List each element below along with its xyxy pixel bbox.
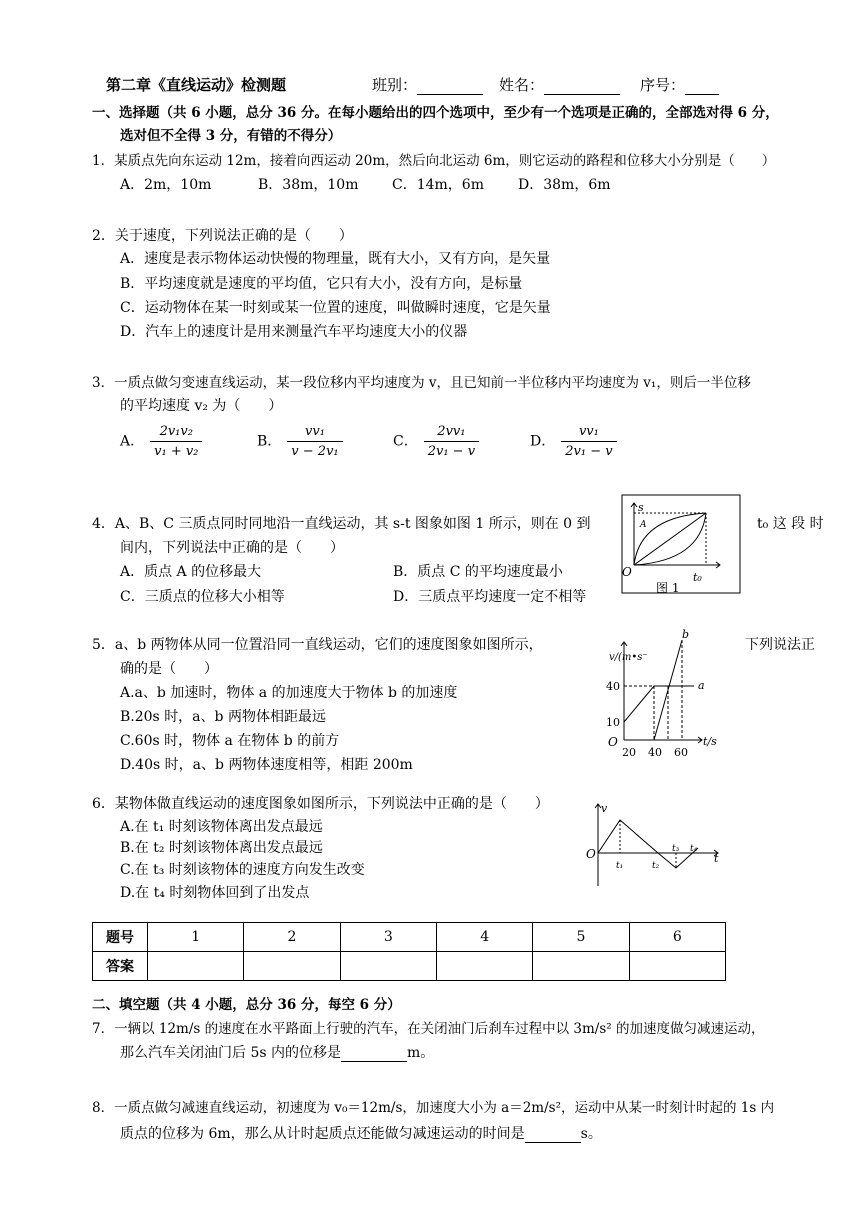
answer-cell-3[interactable] [340,952,436,981]
q5-y-tick-10: 10 [606,716,620,729]
q3-option-a-numerator: 2v₁v₂ [150,424,202,442]
answer-table-number-3: 3 [340,923,436,952]
answer-table-number-row [93,923,726,952]
q7-answer-blank[interactable] [341,1061,407,1062]
q6-tick-t4: t₄ [690,844,698,854]
name-field [499,74,620,95]
answer-table-number-2: 2 [244,923,340,952]
q3-option-b-numerator: vv₁ [287,424,342,442]
q3-option-b[interactable] [257,424,343,459]
q3-option-a-label: A． [120,433,145,450]
q4-option-b[interactable]: B．质点 C 的平均速度最小 [393,564,563,580]
q3-option-c-denominator: 2v₁ − v [427,444,476,459]
q5-line-b-label: b [682,628,690,641]
q7-text-line1: 7．一辆以 12m/s 的速度在水平路面上行驶的汽车，在关闭油门后刹车过程中以 3m/s² 的加速度做匀减速运动， [92,1021,765,1037]
q3-option-a-fraction [150,424,202,459]
q6-option-a[interactable]: A.在 t₁ 时刻该物体离出发点最远 [120,819,323,835]
q6-x-label: t [714,852,719,865]
answer-cell-6[interactable] [629,952,725,981]
q6-option-d[interactable]: D.在 t₄ 时刻物体回到了出发点 [120,885,310,901]
q6-vt-graph [586,798,736,890]
q6-y-label: v [601,802,608,815]
section2-heading: 二、填空题（共 4 小题，总分 36 分，每空 6 分） [92,997,401,1013]
q3-option-b-label: B． [257,433,282,450]
q6-origin-label: O [586,847,596,861]
q2-option-b[interactable]: B．平均速度就是速度的平均值，它只有大小，没有方向，是标量 [120,276,523,292]
class-label: 班别： [372,76,418,94]
q5-option-c[interactable]: C.60s 时，物体 a 在物体 b 的前方 [120,733,340,749]
q4-text-line1: 4．A、B、C 三质点同时同地沿一直线运动，其 s-t 图象如图 1 所示，则在 0 到 [92,516,591,532]
page-title: 第二章《直线运动》检测题 [106,76,287,94]
q5-text-line1: 5．a、b 两物体从同一位置沿同一直线运动，它们的速度图象如图所示， [92,637,543,653]
answer-table-number-5: 5 [533,923,629,952]
q3-option-b-fraction [287,424,342,459]
q4-option-d[interactable]: D．三质点平均速度一定不相等 [393,589,587,605]
q3-option-d-denominator: 2v₁ − v [565,444,613,459]
q8-answer-blank[interactable] [525,1142,581,1143]
q3-option-c-fraction [424,424,479,459]
q6-velocity-line [598,820,698,868]
q7-text-pre: 那么汽车关闭油门后 5s 内的位移是 [120,1045,341,1061]
q5-option-d[interactable]: D.40s 时，a、b 两物体速度相等，相距 200m [120,757,413,773]
answer-cell-2[interactable] [244,952,340,981]
name-label: 姓名： [499,76,545,94]
q6-option-c[interactable]: C.在 t₃ 时刻该物体的速度方向发生改变 [120,862,365,878]
q3-option-d[interactable] [530,424,617,459]
answer-table [92,922,726,981]
q3-option-b-denominator: v − 2v₁ [291,444,339,459]
q5-option-b[interactable]: B.20s 时，a、b 两物体相距最远 [120,709,326,725]
q6-tick-t2: t₂ [652,861,660,871]
q5-y-tick-40: 40 [606,680,620,693]
q2-text: 2．关于速度，下列说法正确的是（ ） [92,228,353,244]
q4-origin-label: O [622,565,632,579]
answer-table-number-4: 4 [436,923,532,952]
answer-cell-5[interactable] [533,952,629,981]
q4-curve-label: A [640,520,647,530]
seat-blank[interactable] [685,94,719,95]
q8-text-line1: 8．一质点做匀减速直线运动，初速度为 v₀＝12m/s，加速度大小为 a＝2m/s²，运动中从某一时刻计时起的 1s 内 [92,1100,775,1116]
answer-table-number-header: 题号 [93,923,148,952]
q6-option-b[interactable]: B.在 t₂ 时刻该物体离出发点最远 [120,840,323,856]
q4-caption: 图 1 [656,581,680,595]
q5-origin-label: O [608,735,618,749]
q1-option-b[interactable]: B．38m，10m [258,177,359,193]
answer-table-answer-header: 答案 [93,952,148,981]
q5-x-tick-60: 60 [674,746,688,759]
q3-text-line1: 3．一质点做匀变速直线运动，某一段位移内平均速度为 v，且已知前一半位移内平均速度为 v₁，则后一半位移 [92,375,751,391]
q2-option-d[interactable]: D．汽车上的速度计是用来测量汽车平均速度大小的仪器 [120,324,468,340]
q5-text-line2: 确的是（ ） [120,661,218,677]
answer-table-number-6: 6 [629,923,725,952]
q7-text-line2 [120,1042,434,1062]
q1-option-d[interactable]: D．38m，6m [518,177,611,193]
q4-st-graph [620,493,744,597]
q4-t0-label: t₀ [693,571,702,584]
seat-field [640,74,719,95]
q4-text-line2: 间内，下列说法中正确的是（ ） [120,540,344,556]
q1-text: 1．某质点先向东运动 12m，接着向西运动 20m，然后向北运动 6m，则它运动的路程和位移大小分别是（ ） [92,153,776,169]
q8-text-pre: 质点的位移为 6m，那么从计时起质点还能做匀减速运动的时间是 [120,1126,525,1142]
section1-heading-line2: 选对但不全得 3 分，有错的不得分） [120,128,342,144]
answer-table-number-1: 1 [148,923,244,952]
q4-option-c[interactable]: C．三质点的位移大小相等 [120,589,285,605]
q3-option-a-denominator: v₁ + v₂ [154,444,199,459]
seat-label: 序号： [640,76,686,94]
q6-tick-t3: t₃ [672,844,680,854]
q6-tick-t1: t₁ [616,861,624,871]
q6-text: 6．某物体做直线运动的速度图象如图所示，下列说法中正确的是（ ） [92,796,549,812]
q8-text-line2 [120,1123,602,1143]
q5-line-a [624,686,694,722]
q4-s-label: s [638,501,644,514]
q4-text-tail: t₀ 这 段 时 [757,516,824,532]
q5-x-tick-40: 40 [648,746,662,759]
q5-text-tail: 下列说法正 [745,637,815,653]
q5-y-label: v/(m•s⁻ [609,652,648,663]
q5-line-a-label: a [698,679,705,692]
q5-x-tick-20: 20 [622,746,636,759]
section1-heading-line1: 一、选择题（共 6 小题，总分 36 分。在每小题给出的四个选项中，至少有一个选项是正确的，全部选对得 6 分， [92,105,779,121]
q3-option-d-fraction [561,424,616,459]
q3-option-d-label: D． [530,433,556,450]
q5-vt-graph [584,620,744,770]
class-blank[interactable] [417,94,483,95]
answer-cell-4[interactable] [436,952,532,981]
q1-option-c[interactable]: C．14m，6m [392,177,484,193]
q3-option-c-numerator: 2vv₁ [424,424,479,442]
q3-text-line2: 的平均速度 v₂ 为（ ） [120,398,283,414]
q2-option-a[interactable]: A．速度是表示物体运动快慢的物理量，既有大小，又有方向，是矢量 [120,251,551,267]
class-field [372,74,483,95]
q4-option-a[interactable]: A．质点 A 的位移最大 [120,564,262,580]
q7-text-post: m。 [407,1045,435,1061]
q3-option-c-label: C． [393,433,418,450]
q8-text-post: s。 [580,1126,602,1142]
q5-x-label: t/s [703,735,717,748]
name-blank[interactable] [544,94,620,95]
q3-option-d-numerator: vv₁ [561,424,616,442]
answer-cell-1[interactable] [148,952,244,981]
q5-option-a[interactable]: A.a、b 加速时，物体 a 的加速度大于物体 b 的加速度 [120,685,458,701]
q2-option-c[interactable]: C．运动物体在某一时刻或某一位置的速度，叫做瞬时速度，它是矢量 [120,300,551,316]
answer-table-answer-row [93,952,726,981]
q5-line-b [654,640,682,740]
q3-option-c[interactable] [393,424,479,459]
q1-option-a[interactable]: A．2m，10m [120,177,212,193]
q3-option-a[interactable] [120,424,202,459]
